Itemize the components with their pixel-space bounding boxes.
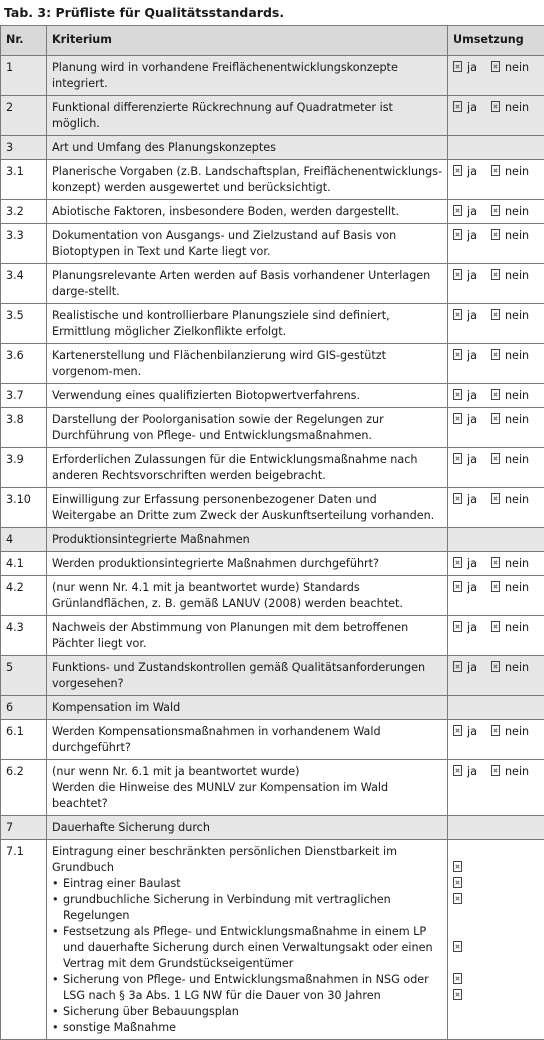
yes-no-checkboxes: ja nein bbox=[448, 616, 544, 656]
table-row bbox=[1, 304, 544, 344]
table-section-row bbox=[1, 696, 544, 720]
yes-no-checkboxes: ja nein bbox=[448, 96, 544, 136]
checkbox-icon[interactable] bbox=[453, 309, 462, 320]
checkbox-icon[interactable] bbox=[491, 581, 500, 592]
row-nr: 7.1 bbox=[1, 840, 47, 1040]
table-row bbox=[1, 160, 544, 200]
row-nr: 6.2 bbox=[1, 760, 47, 816]
header-umsetzung: Umsetzung bbox=[448, 26, 544, 56]
checkbox-icon[interactable] bbox=[491, 229, 500, 240]
row-criterion: Planerische Vorgaben (z.B. Landschaftsplan, Freiflächenentwicklungs-konzept) werden ausgewertet und berücksichtigt. bbox=[47, 160, 448, 200]
row-nr: 3.4 bbox=[1, 264, 47, 304]
table-row bbox=[1, 616, 544, 656]
list-item: • sonstige Maßnahme bbox=[52, 1020, 443, 1036]
checkbox-icon[interactable] bbox=[453, 861, 462, 872]
row-nr: 3.8 bbox=[1, 408, 47, 448]
row-nr: 2 bbox=[1, 96, 47, 136]
checkbox-icon[interactable] bbox=[453, 229, 462, 240]
empty-cell bbox=[448, 696, 544, 720]
checkbox-icon[interactable] bbox=[453, 493, 462, 504]
row-criterion bbox=[47, 840, 448, 1040]
empty-cell bbox=[448, 136, 544, 160]
list-item: • Eintrag einer Baulast bbox=[52, 876, 443, 892]
row-criterion: Einwilligung zur Erfassung personenbezogener Daten und Weitergabe an Dritte zum Zweck der Auskunftserteilung vorhanden. bbox=[47, 488, 448, 528]
row-nr: 6.1 bbox=[1, 720, 47, 760]
checkbox-column bbox=[448, 840, 544, 1040]
checkbox-icon[interactable] bbox=[491, 309, 500, 320]
row-nr: 3.6 bbox=[1, 344, 47, 384]
table-row bbox=[1, 488, 544, 528]
row-nr: 1 bbox=[1, 56, 47, 96]
yes-no-checkboxes: ja nein bbox=[448, 384, 544, 408]
checkbox-icon[interactable] bbox=[491, 493, 500, 504]
table-row bbox=[1, 576, 544, 616]
row-criterion: (nur wenn Nr. 4.1 mit ja beantwortet wurde) Standards Grünlandflächen, z. B. gemäß LANUV (2008) werden beachtet. bbox=[47, 576, 448, 616]
checkbox-icon[interactable] bbox=[453, 621, 462, 632]
checkbox-icon[interactable] bbox=[453, 413, 462, 424]
empty-cell bbox=[448, 816, 544, 840]
table-header-row bbox=[1, 26, 544, 56]
checkbox-icon[interactable] bbox=[453, 581, 462, 592]
yes-no-checkboxes: ja nein bbox=[448, 264, 544, 304]
criterion-intro: Eintragung einer beschränkten persönlichen Dienstbarkeit im Grundbuch bbox=[52, 844, 443, 876]
row-nr: 6 bbox=[1, 696, 47, 720]
row-criterion: Werden Kompensationsmaßnahmen in vorhandenem Wald durchgeführt? bbox=[47, 720, 448, 760]
checkbox-icon[interactable] bbox=[453, 453, 462, 464]
yes-no-checkboxes: ja nein bbox=[448, 160, 544, 200]
criterion-line: Werden die Hinweise des MUNLV zur Kompensation im Wald beachtet? bbox=[52, 780, 443, 812]
checkbox-icon[interactable] bbox=[453, 973, 462, 984]
checklist-table bbox=[0, 25, 544, 1040]
checkbox-icon[interactable] bbox=[453, 269, 462, 280]
list-item: • Festsetzung als Pflege- und Entwicklungsmaßnahme in einem LP und dauerhafte Sicherung durch einen Verwaltungsakt oder einen Vertrag mit dem Grundstückseigentümer bbox=[52, 924, 443, 972]
yes-no-checkboxes: ja nein bbox=[448, 304, 544, 344]
yes-no-checkboxes: ja nein bbox=[448, 552, 544, 576]
table-row bbox=[1, 656, 544, 696]
row-nr: 3.2 bbox=[1, 200, 47, 224]
checkbox-icon[interactable] bbox=[491, 205, 500, 216]
row-nr: 4.1 bbox=[1, 552, 47, 576]
row-nr: 4 bbox=[1, 528, 47, 552]
yes-no-checkboxes: ja nein bbox=[448, 200, 544, 224]
yes-no-checkboxes: ja nein bbox=[448, 720, 544, 760]
row-nr: 4.3 bbox=[1, 616, 47, 656]
row-criterion: Dokumentation von Ausgangs- und Zielzustand auf Basis von Biotoptypen in Text und Karte liegt vor. bbox=[47, 224, 448, 264]
yes-no-checkboxes: ja nein bbox=[448, 448, 544, 488]
checkbox-icon[interactable] bbox=[453, 165, 462, 176]
checkbox-icon[interactable] bbox=[453, 101, 462, 112]
header-kriterium: Kriterium bbox=[47, 26, 448, 56]
table-row bbox=[1, 96, 544, 136]
checkbox-icon[interactable] bbox=[453, 661, 462, 672]
row-criterion: Kartenerstellung und Flächenbilanzierung wird GIS-gestützt vorgenom-men. bbox=[47, 344, 448, 384]
row-nr: 3.9 bbox=[1, 448, 47, 488]
table-section-row bbox=[1, 136, 544, 160]
row-criterion: Produktionsintegrierte Maßnahmen bbox=[47, 528, 448, 552]
row-nr: 3.3 bbox=[1, 224, 47, 264]
row-criterion: Verwendung eines qualifizierten Biotopwertverfahrens. bbox=[47, 384, 448, 408]
yes-no-checkboxes: ja nein bbox=[448, 576, 544, 616]
table-row bbox=[1, 384, 544, 408]
checkbox-icon[interactable] bbox=[453, 61, 462, 72]
row-criterion: Funktions- und Zustandskontrollen gemäß Qualitätsanforderungen vorgesehen? bbox=[47, 656, 448, 696]
checkbox-icon[interactable] bbox=[453, 893, 462, 904]
criterion-line: (nur wenn Nr. 6.1 mit ja beantwortet wurde) bbox=[52, 764, 443, 780]
row-criterion: Abiotische Faktoren, insbesondere Boden, werden dargestellt. bbox=[47, 200, 448, 224]
yes-no-checkboxes: ja nein bbox=[448, 760, 544, 816]
row-nr: 3.10 bbox=[1, 488, 47, 528]
yes-no-checkboxes: ja nein bbox=[448, 344, 544, 384]
yes-no-checkboxes: ja nein bbox=[448, 224, 544, 264]
checkbox-icon[interactable] bbox=[491, 389, 500, 400]
table-row bbox=[1, 224, 544, 264]
checkbox-icon[interactable] bbox=[453, 349, 462, 360]
row-criterion: Art und Umfang des Planungskonzeptes bbox=[47, 136, 448, 160]
table-row bbox=[1, 552, 544, 576]
checkbox-icon[interactable] bbox=[491, 557, 500, 568]
checkbox-icon[interactable] bbox=[491, 453, 500, 464]
yes-no-checkboxes: ja nein bbox=[448, 656, 544, 696]
row-nr: 7 bbox=[1, 816, 47, 840]
checkbox-icon[interactable] bbox=[491, 269, 500, 280]
header-nr: Nr. bbox=[1, 26, 47, 56]
row-criterion: Darstellung der Poolorganisation sowie der Regelungen zur Durchführung von Pflege- und Entwicklungsmaßnahmen. bbox=[47, 408, 448, 448]
checkbox-icon[interactable] bbox=[491, 765, 500, 776]
checkbox-icon[interactable] bbox=[491, 101, 500, 112]
empty-cell bbox=[448, 528, 544, 552]
checkbox-icon[interactable] bbox=[491, 165, 500, 176]
table-row bbox=[1, 408, 544, 448]
row-nr: 3.5 bbox=[1, 304, 47, 344]
checkbox-icon[interactable] bbox=[453, 877, 462, 888]
checkbox-icon[interactable] bbox=[453, 989, 462, 1000]
table-row bbox=[1, 448, 544, 488]
yes-no-checkboxes: ja nein bbox=[448, 56, 544, 96]
table-row bbox=[1, 200, 544, 224]
table-row bbox=[1, 344, 544, 384]
row-criterion: Planungsrelevante Arten werden auf Basis vorhandener Unterlagen darge-stellt. bbox=[47, 264, 448, 304]
checkbox-icon[interactable] bbox=[491, 349, 500, 360]
row-criterion: Planung wird in vorhandene Freiflächenentwicklungskonzepte integriert. bbox=[47, 56, 448, 96]
yes-no-checkboxes: ja nein bbox=[448, 408, 544, 448]
row-criterion: Dauerhafte Sicherung durch bbox=[47, 816, 448, 840]
checkbox-icon[interactable] bbox=[453, 725, 462, 736]
table-row bbox=[1, 56, 544, 96]
list-item: • Sicherung über Bebauungsplan bbox=[52, 1004, 443, 1020]
yes-no-checkboxes: ja nein bbox=[448, 488, 544, 528]
checkbox-icon[interactable] bbox=[491, 661, 500, 672]
row-nr: 3.7 bbox=[1, 384, 47, 408]
table-row bbox=[1, 264, 544, 304]
row-nr: 4.2 bbox=[1, 576, 47, 616]
checkbox-icon[interactable] bbox=[453, 765, 462, 776]
checkbox-icon[interactable] bbox=[453, 941, 462, 952]
row-criterion: Kompensation im Wald bbox=[47, 696, 448, 720]
row-criterion: Realistische und kontrollierbare Planungsziele sind definiert, Ermittlung möglicher Zielkonflikte erfolgt. bbox=[47, 304, 448, 344]
row-criterion: Funktional differenzierte Rückrechnung auf Quadratmeter ist möglich. bbox=[47, 96, 448, 136]
checkbox-icon[interactable] bbox=[491, 725, 500, 736]
table-title: Tab. 3: Prüfliste für Qualitätsstandards. bbox=[4, 5, 284, 20]
row-nr: 5 bbox=[1, 656, 47, 696]
checkbox-icon[interactable] bbox=[491, 413, 500, 424]
checkbox-icon[interactable] bbox=[453, 557, 462, 568]
row-nr: 3.1 bbox=[1, 160, 47, 200]
checkbox-icon[interactable] bbox=[453, 389, 462, 400]
table-row bbox=[1, 720, 544, 760]
checkbox-icon[interactable] bbox=[491, 621, 500, 632]
checkbox-icon[interactable] bbox=[453, 205, 462, 216]
list-item: • grundbuchliche Sicherung in Verbindung mit vertraglichen Regelungen bbox=[52, 892, 443, 924]
row-criterion: Erforderlichen Zulassungen für die Entwicklungsmaßnahme nach anderen Rechtsvorschriften werden beigebracht. bbox=[47, 448, 448, 488]
row-criterion bbox=[47, 760, 448, 816]
checkbox-icon[interactable] bbox=[491, 61, 500, 72]
bullet-list bbox=[52, 876, 443, 1036]
table-row bbox=[1, 760, 544, 816]
row-criterion: Werden produktionsintegrierte Maßnahmen durchgeführt? bbox=[47, 552, 448, 576]
table-row bbox=[1, 840, 544, 1040]
table-section-row bbox=[1, 528, 544, 552]
row-nr: 3 bbox=[1, 136, 47, 160]
list-item: • Sicherung von Pflege- und Entwicklungsmaßnahmen in NSG oder LSG nach § 3a Abs. 1 LG NW für die Dauer von 30 Jahren bbox=[52, 972, 443, 1004]
row-criterion: Nachweis der Abstimmung von Planungen mit dem betroffenen Pächter liegt vor. bbox=[47, 616, 448, 656]
table-section-row bbox=[1, 816, 544, 840]
